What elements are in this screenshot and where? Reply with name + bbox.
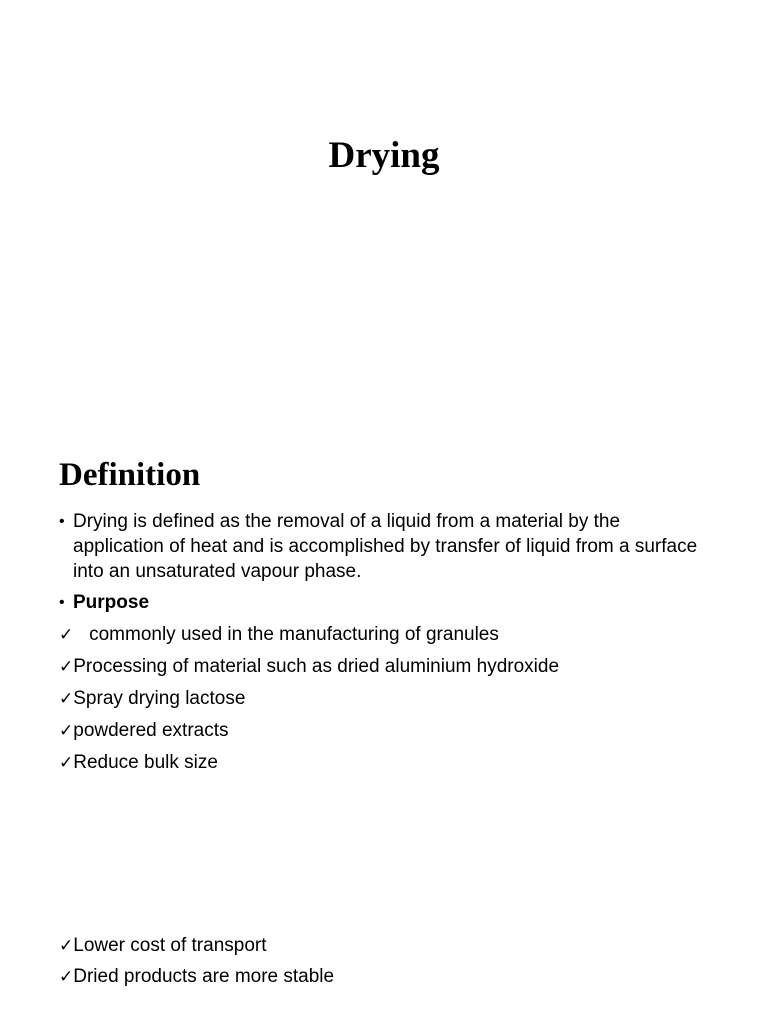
purpose-item-text: powdered extracts bbox=[73, 720, 229, 741]
purpose-item bbox=[59, 750, 739, 776]
benefit-item bbox=[59, 933, 739, 959]
purpose-item bbox=[59, 622, 739, 648]
purpose-item-text: Reduce bulk size bbox=[73, 752, 218, 773]
purpose-item-text: Spray drying lactose bbox=[73, 688, 246, 709]
checkmark-icon: ✓ bbox=[59, 936, 74, 956]
purpose-item bbox=[59, 686, 739, 712]
section-heading: Definition bbox=[59, 457, 201, 493]
benefit-item bbox=[59, 964, 739, 990]
checkmark-icon: ✓ bbox=[59, 625, 74, 645]
bullet-icon: • bbox=[59, 594, 65, 611]
checkmark-icon: ✓ bbox=[59, 657, 74, 677]
definition-bullet bbox=[59, 509, 709, 584]
definition-text: Drying is defined as the removal of a liquid from a material by the application of heat and is accomplished by transfer of liquid from a surface into an unsaturated vapour phase. bbox=[73, 511, 698, 582]
checkmark-icon: ✓ bbox=[59, 721, 74, 741]
bullet-icon: • bbox=[59, 513, 65, 530]
purpose-item-text: Processing of material such as dried aluminium hydroxide bbox=[73, 656, 560, 677]
benefit-item-text: Lower cost of transport bbox=[73, 935, 267, 956]
purpose-item bbox=[59, 654, 739, 680]
checkmark-icon: ✓ bbox=[59, 689, 74, 709]
slide-title: Drying bbox=[328, 135, 440, 176]
benefit-item-text: Dried products are more stable bbox=[73, 966, 335, 987]
purpose-item-text: commonly used in the manufacturing of granules bbox=[89, 624, 499, 645]
checkmark-icon: ✓ bbox=[59, 753, 74, 773]
purpose-item bbox=[59, 718, 739, 744]
purpose-bullet bbox=[59, 590, 709, 615]
checkmark-icon: ✓ bbox=[59, 967, 74, 987]
purpose-label: Purpose bbox=[73, 592, 150, 613]
